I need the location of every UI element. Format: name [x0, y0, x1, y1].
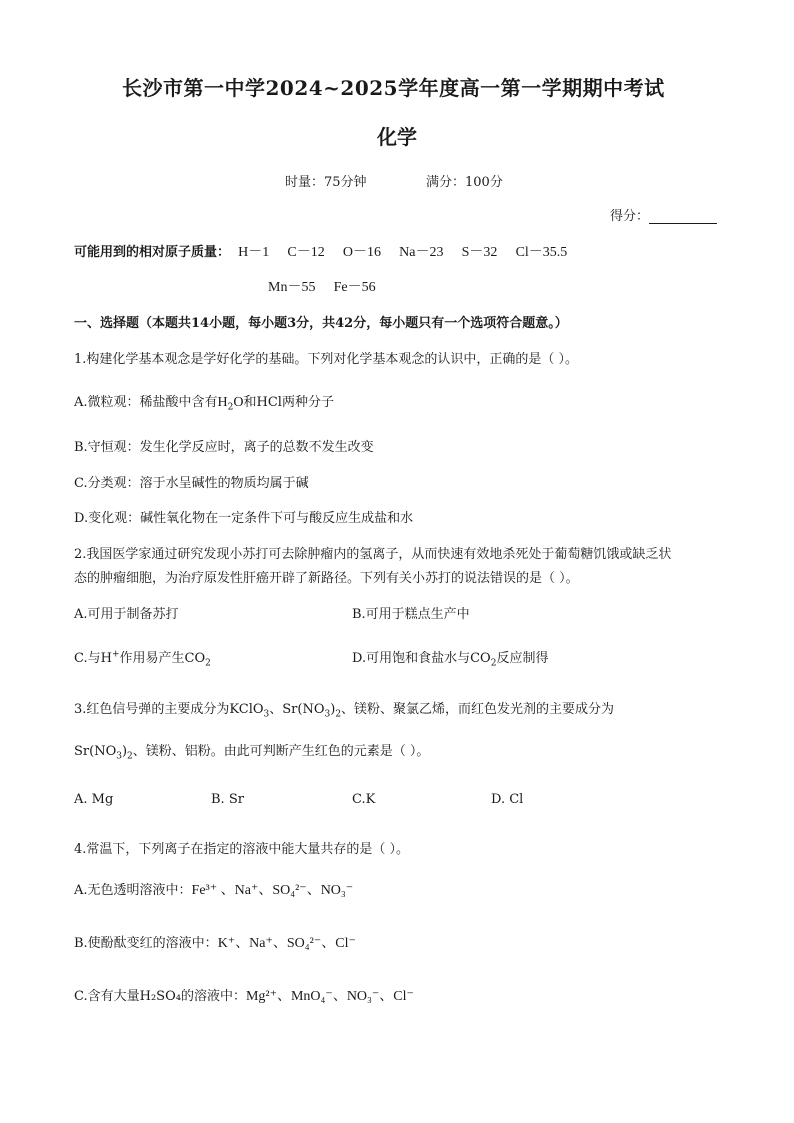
stem-text: ) — [121, 744, 128, 759]
option-text: D.可用饱和食盐水与CO — [352, 651, 491, 666]
question-3-stem-line-2 — [74, 740, 430, 762]
question-4-option-a — [74, 879, 353, 899]
atomic-mass-na: Na－23 — [399, 245, 444, 260]
question-2-stem-line-1: 2.我国医学家通过研究发现小苏打可去除肿瘤内的氢离子，从而快速有效地杀死处于葡萄糖饥饿或缺乏状 — [74, 547, 672, 562]
question-2-stem-line-2: 态的肿瘤细胞，为治疗原发性肝癌开辟了新路径。下列有关小苏打的说法错误的是（ ）。 — [74, 571, 579, 586]
atomic-mass-c: C－12 — [287, 245, 325, 260]
question-3-option-c: C.K — [352, 792, 376, 807]
question-3-option-a: A. Mg — [74, 792, 114, 807]
exam-title: 长沙市第一中学2024~2025学年度高一第一学期期中考试 — [122, 76, 665, 100]
total-score: 满分：100分 — [426, 175, 503, 190]
score-blank — [649, 210, 717, 224]
question-1-stem: 1.构建化学基本观念是学好化学的基础。下列对化学基本观念的认识中，正确的是（ ）。 — [74, 352, 579, 367]
atomic-mass-s: S－32 — [461, 245, 498, 260]
score-field — [610, 205, 717, 224]
subject-title: 化学 — [377, 125, 417, 149]
question-1-option-d: D.变化观：碱性氧化物在一定条件下可与酸反应生成盐和水 — [74, 511, 414, 526]
question-2-option-c — [74, 647, 211, 669]
question-4-option-c — [74, 985, 414, 1005]
question-2-option-a: A.可用于制备苏打 — [74, 607, 179, 622]
subscript: 2 — [490, 658, 497, 669]
option-text-mid: 作用易产生CO — [119, 651, 206, 666]
atomic-mass-cl: Cl－35.5 — [515, 245, 568, 260]
option-text: A.微粒观：稀盐酸中含有 — [74, 395, 218, 410]
atomic-mass-line-2 — [268, 276, 376, 296]
atomic-mass-label: 可能用到的相对原子质量： — [74, 245, 231, 260]
atomic-mass-line-1 — [74, 241, 567, 261]
subscript: 2 — [227, 402, 234, 413]
question-1-option-b: B.守恒观：发生化学反应时，离子的总数不发生改变 — [74, 440, 374, 455]
stem-text: 、Sr(NO — [269, 702, 325, 717]
subscript: 2 — [205, 658, 211, 669]
stem-text: 、镁粉、铝粉。由此可判断产生红色的元素是（ ）。 — [132, 744, 430, 759]
question-3-option-b: B. Sr — [211, 792, 244, 807]
stem-text: 、镁粉、聚氯乙烯，而红色发光剂的主要成分为 — [341, 702, 615, 717]
question-4-option-b — [74, 932, 356, 952]
option-text: A.无色透明溶液中： — [74, 883, 192, 898]
stem-text: ) — [330, 702, 336, 717]
atomic-mass-o: O－16 — [342, 245, 382, 260]
ion-list: Fe³⁺ 、Na⁺、SO₄²⁻、NO₃⁻ — [191, 883, 354, 898]
subscript: 2 — [127, 751, 133, 762]
atomic-mass-mn: Mn－55 — [268, 280, 316, 295]
option-text-post: 和HCl两种分子 — [243, 395, 334, 410]
atomic-mass-h: H－1 — [238, 245, 270, 260]
question-3-option-d: D. Cl — [491, 792, 524, 807]
question-1-option-a — [74, 391, 334, 411]
option-text-post: 反应制得 — [496, 651, 549, 666]
superscript: + — [111, 649, 120, 660]
question-2-option-d — [352, 647, 549, 669]
question-2-option-b: B.可用于糕点生产中 — [352, 607, 470, 622]
time-limit: 时量：75分钟 — [285, 175, 367, 190]
atomic-mass-fe: Fe－56 — [333, 280, 376, 295]
score-label: 得分： — [610, 209, 650, 224]
formula-h: H — [217, 395, 228, 410]
question-3-stem-line-1 — [74, 698, 615, 720]
question-4-stem: 4.常温下，下列离子在指定的溶液中能大量共存的是（ ）。 — [74, 842, 410, 857]
stem-text: 3.红色信号弹的主要成分为KClO — [74, 702, 264, 717]
option-text: C.与H — [74, 651, 112, 666]
stem-text: Sr(NO — [74, 744, 117, 759]
ion-list: K⁺、Na⁺、SO₄²⁻、Cl⁻ — [217, 936, 356, 951]
subscript: 3 — [263, 709, 270, 720]
subscript: 2 — [335, 709, 342, 720]
subscript: 3 — [116, 751, 122, 762]
ion-list: Mg²⁺、MnO₄⁻、NO₃⁻、Cl⁻ — [245, 989, 414, 1004]
option-text: B.使酚酞变红的溶液中： — [74, 936, 218, 951]
option-text: C.含有大量H₂SO₄的溶液中： — [74, 989, 246, 1004]
question-1-option-c: C.分类观：溶于水呈碱性的物质均属于碱 — [74, 476, 309, 491]
formula-o: O — [233, 395, 244, 410]
subscript: 3 — [324, 709, 331, 720]
section-heading: 一、选择题（本题共14小题，每小题3分，共42分，每小题只有一个选项符合题意。） — [74, 316, 568, 331]
